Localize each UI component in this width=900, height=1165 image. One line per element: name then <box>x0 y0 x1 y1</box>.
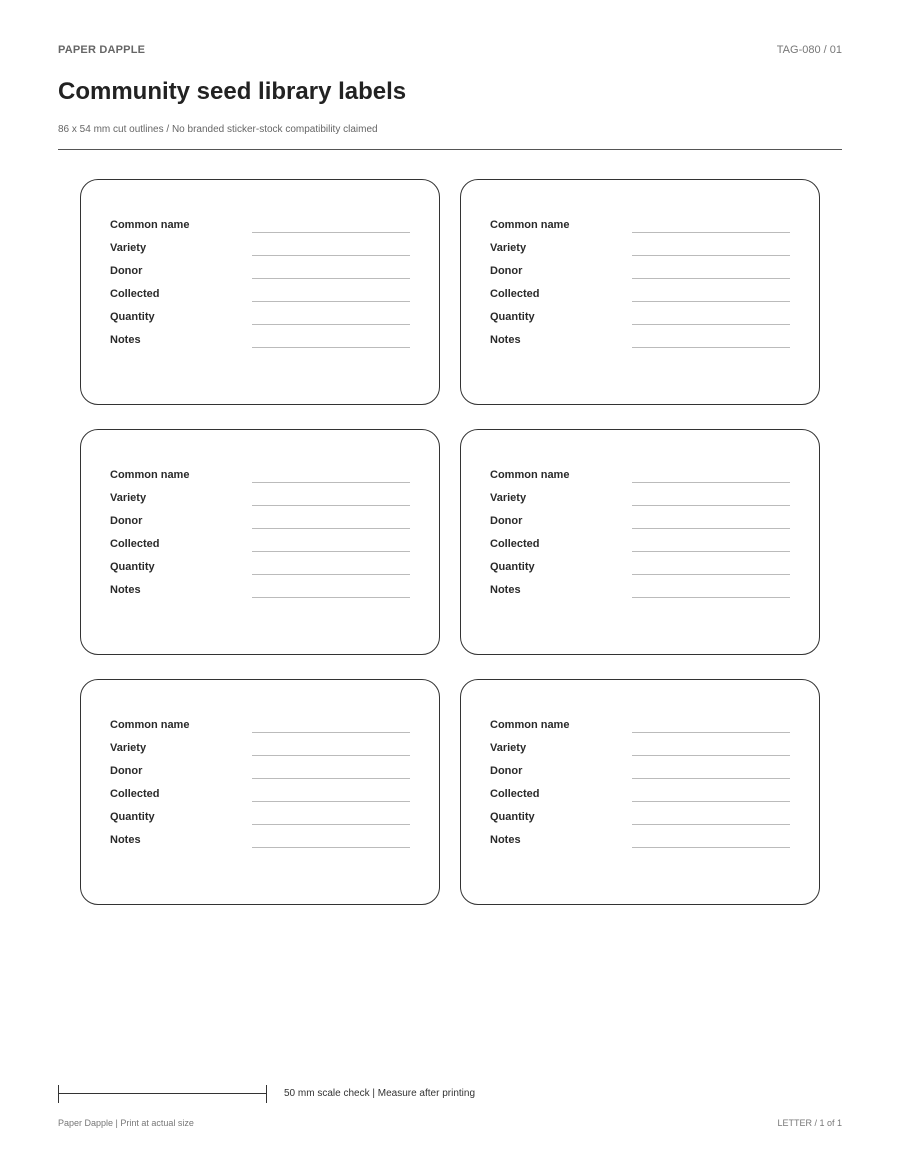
scale-check-text: 50 mm scale check | Measure after printing <box>284 1088 476 1099</box>
write-in-line <box>252 232 410 233</box>
document-code: TAG-080 / 01 <box>776 44 842 56</box>
label-field-list <box>110 718 412 856</box>
footer-page-info: LETTER / 1 of 1 <box>777 1118 842 1128</box>
footer-left: Paper Dapple | Print at actual size <box>58 1118 194 1128</box>
write-in-line <box>252 551 410 552</box>
field-label: Variety <box>490 492 527 504</box>
write-in-line <box>632 347 790 348</box>
label-field-row <box>110 718 412 741</box>
write-in-line <box>632 255 790 256</box>
label-field-row <box>110 514 412 537</box>
write-in-line <box>252 505 410 506</box>
field-label: Collected <box>490 538 540 550</box>
label-field-row <box>490 333 792 356</box>
write-in-line <box>252 278 410 279</box>
write-in-line <box>632 574 790 575</box>
page-subtitle: 86 x 54 mm cut outlines / No branded sticker-stock compatibility claimed <box>58 124 378 135</box>
label-field-row <box>490 741 792 764</box>
write-in-line <box>252 755 410 756</box>
field-label: Common name <box>110 469 190 481</box>
field-label: Common name <box>110 719 190 731</box>
scale-bar <box>58 1085 268 1103</box>
scale-bar-tick-end <box>266 1085 267 1103</box>
field-label: Notes <box>490 584 521 596</box>
scale-bar-tick-start <box>58 1085 59 1103</box>
write-in-line <box>252 847 410 848</box>
label-field-row <box>110 833 412 856</box>
write-in-line <box>252 732 410 733</box>
write-in-line <box>252 255 410 256</box>
label-field-row <box>490 491 792 514</box>
write-in-line <box>632 301 790 302</box>
label-field-list <box>490 718 792 856</box>
label-field-row <box>110 741 412 764</box>
field-label: Collected <box>490 788 540 800</box>
seed-label-card <box>80 179 440 405</box>
seed-label-card <box>460 679 820 905</box>
label-field-row <box>110 333 412 356</box>
label-field-row <box>490 310 792 333</box>
field-label: Variety <box>110 242 147 254</box>
write-in-line <box>632 232 790 233</box>
field-label: Quantity <box>110 561 155 573</box>
label-field-list <box>110 468 412 606</box>
write-in-line <box>252 824 410 825</box>
seed-label-card <box>80 429 440 655</box>
field-label: Notes <box>490 334 521 346</box>
seed-label-card <box>460 429 820 655</box>
field-label: Variety <box>110 492 147 504</box>
write-in-line <box>632 324 790 325</box>
label-field-row <box>110 491 412 514</box>
write-in-line <box>252 528 410 529</box>
label-field-row <box>110 787 412 810</box>
field-label: Notes <box>490 834 521 846</box>
write-in-line <box>252 347 410 348</box>
write-in-line <box>632 482 790 483</box>
label-field-row <box>110 468 412 491</box>
label-field-row <box>490 718 792 741</box>
field-label: Notes <box>110 334 141 346</box>
write-in-line <box>252 324 410 325</box>
brand-name: PAPER DAPPLE <box>58 44 146 56</box>
label-field-row <box>490 810 792 833</box>
write-in-line <box>632 755 790 756</box>
label-field-row <box>110 218 412 241</box>
label-field-row <box>490 787 792 810</box>
write-in-line <box>252 597 410 598</box>
label-field-row <box>110 810 412 833</box>
label-field-row <box>110 287 412 310</box>
field-label: Collected <box>110 788 160 800</box>
header-rule <box>58 149 842 150</box>
field-label: Collected <box>490 288 540 300</box>
field-label: Quantity <box>110 311 155 323</box>
field-label: Collected <box>110 538 160 550</box>
label-field-row <box>110 264 412 287</box>
write-in-line <box>632 528 790 529</box>
write-in-line <box>632 597 790 598</box>
write-in-line <box>632 551 790 552</box>
label-field-list <box>490 468 792 606</box>
field-label: Variety <box>490 242 527 254</box>
label-field-row <box>110 583 412 606</box>
field-label: Donor <box>490 265 523 277</box>
seed-label-card <box>460 179 820 405</box>
field-label: Variety <box>490 742 527 754</box>
label-field-row <box>490 264 792 287</box>
label-field-list <box>490 218 792 356</box>
page-title: Community seed library labels <box>58 78 407 105</box>
label-field-row <box>110 764 412 787</box>
write-in-line <box>632 847 790 848</box>
scale-bar-line <box>58 1093 267 1094</box>
label-field-row <box>110 560 412 583</box>
field-label: Quantity <box>490 811 535 823</box>
label-field-row <box>490 833 792 856</box>
write-in-line <box>252 482 410 483</box>
label-field-row <box>490 764 792 787</box>
field-label: Common name <box>490 219 570 231</box>
field-label: Common name <box>110 219 190 231</box>
label-field-row <box>490 218 792 241</box>
write-in-line <box>252 801 410 802</box>
label-field-row <box>110 241 412 264</box>
field-label: Collected <box>110 288 160 300</box>
field-label: Quantity <box>110 811 155 823</box>
label-field-row <box>490 241 792 264</box>
write-in-line <box>632 801 790 802</box>
field-label: Notes <box>110 834 141 846</box>
field-label: Notes <box>110 584 141 596</box>
write-in-line <box>252 778 410 779</box>
label-field-row <box>490 468 792 491</box>
seed-label-card <box>80 679 440 905</box>
write-in-line <box>252 301 410 302</box>
label-field-row <box>490 514 792 537</box>
field-label: Donor <box>110 765 143 777</box>
label-field-row <box>490 287 792 310</box>
label-field-row <box>110 310 412 333</box>
field-label: Quantity <box>490 561 535 573</box>
label-field-row <box>490 537 792 560</box>
field-label: Common name <box>490 719 570 731</box>
label-field-list <box>110 218 412 356</box>
field-label: Donor <box>490 765 523 777</box>
field-label: Donor <box>110 515 143 527</box>
write-in-line <box>632 278 790 279</box>
field-label: Common name <box>490 469 570 481</box>
label-field-row <box>490 560 792 583</box>
write-in-line <box>632 824 790 825</box>
field-label: Donor <box>110 265 143 277</box>
field-label: Quantity <box>490 311 535 323</box>
field-label: Donor <box>490 515 523 527</box>
write-in-line <box>632 732 790 733</box>
field-label: Variety <box>110 742 147 754</box>
label-field-row <box>490 583 792 606</box>
write-in-line <box>252 574 410 575</box>
write-in-line <box>632 505 790 506</box>
label-field-row <box>110 537 412 560</box>
write-in-line <box>632 778 790 779</box>
